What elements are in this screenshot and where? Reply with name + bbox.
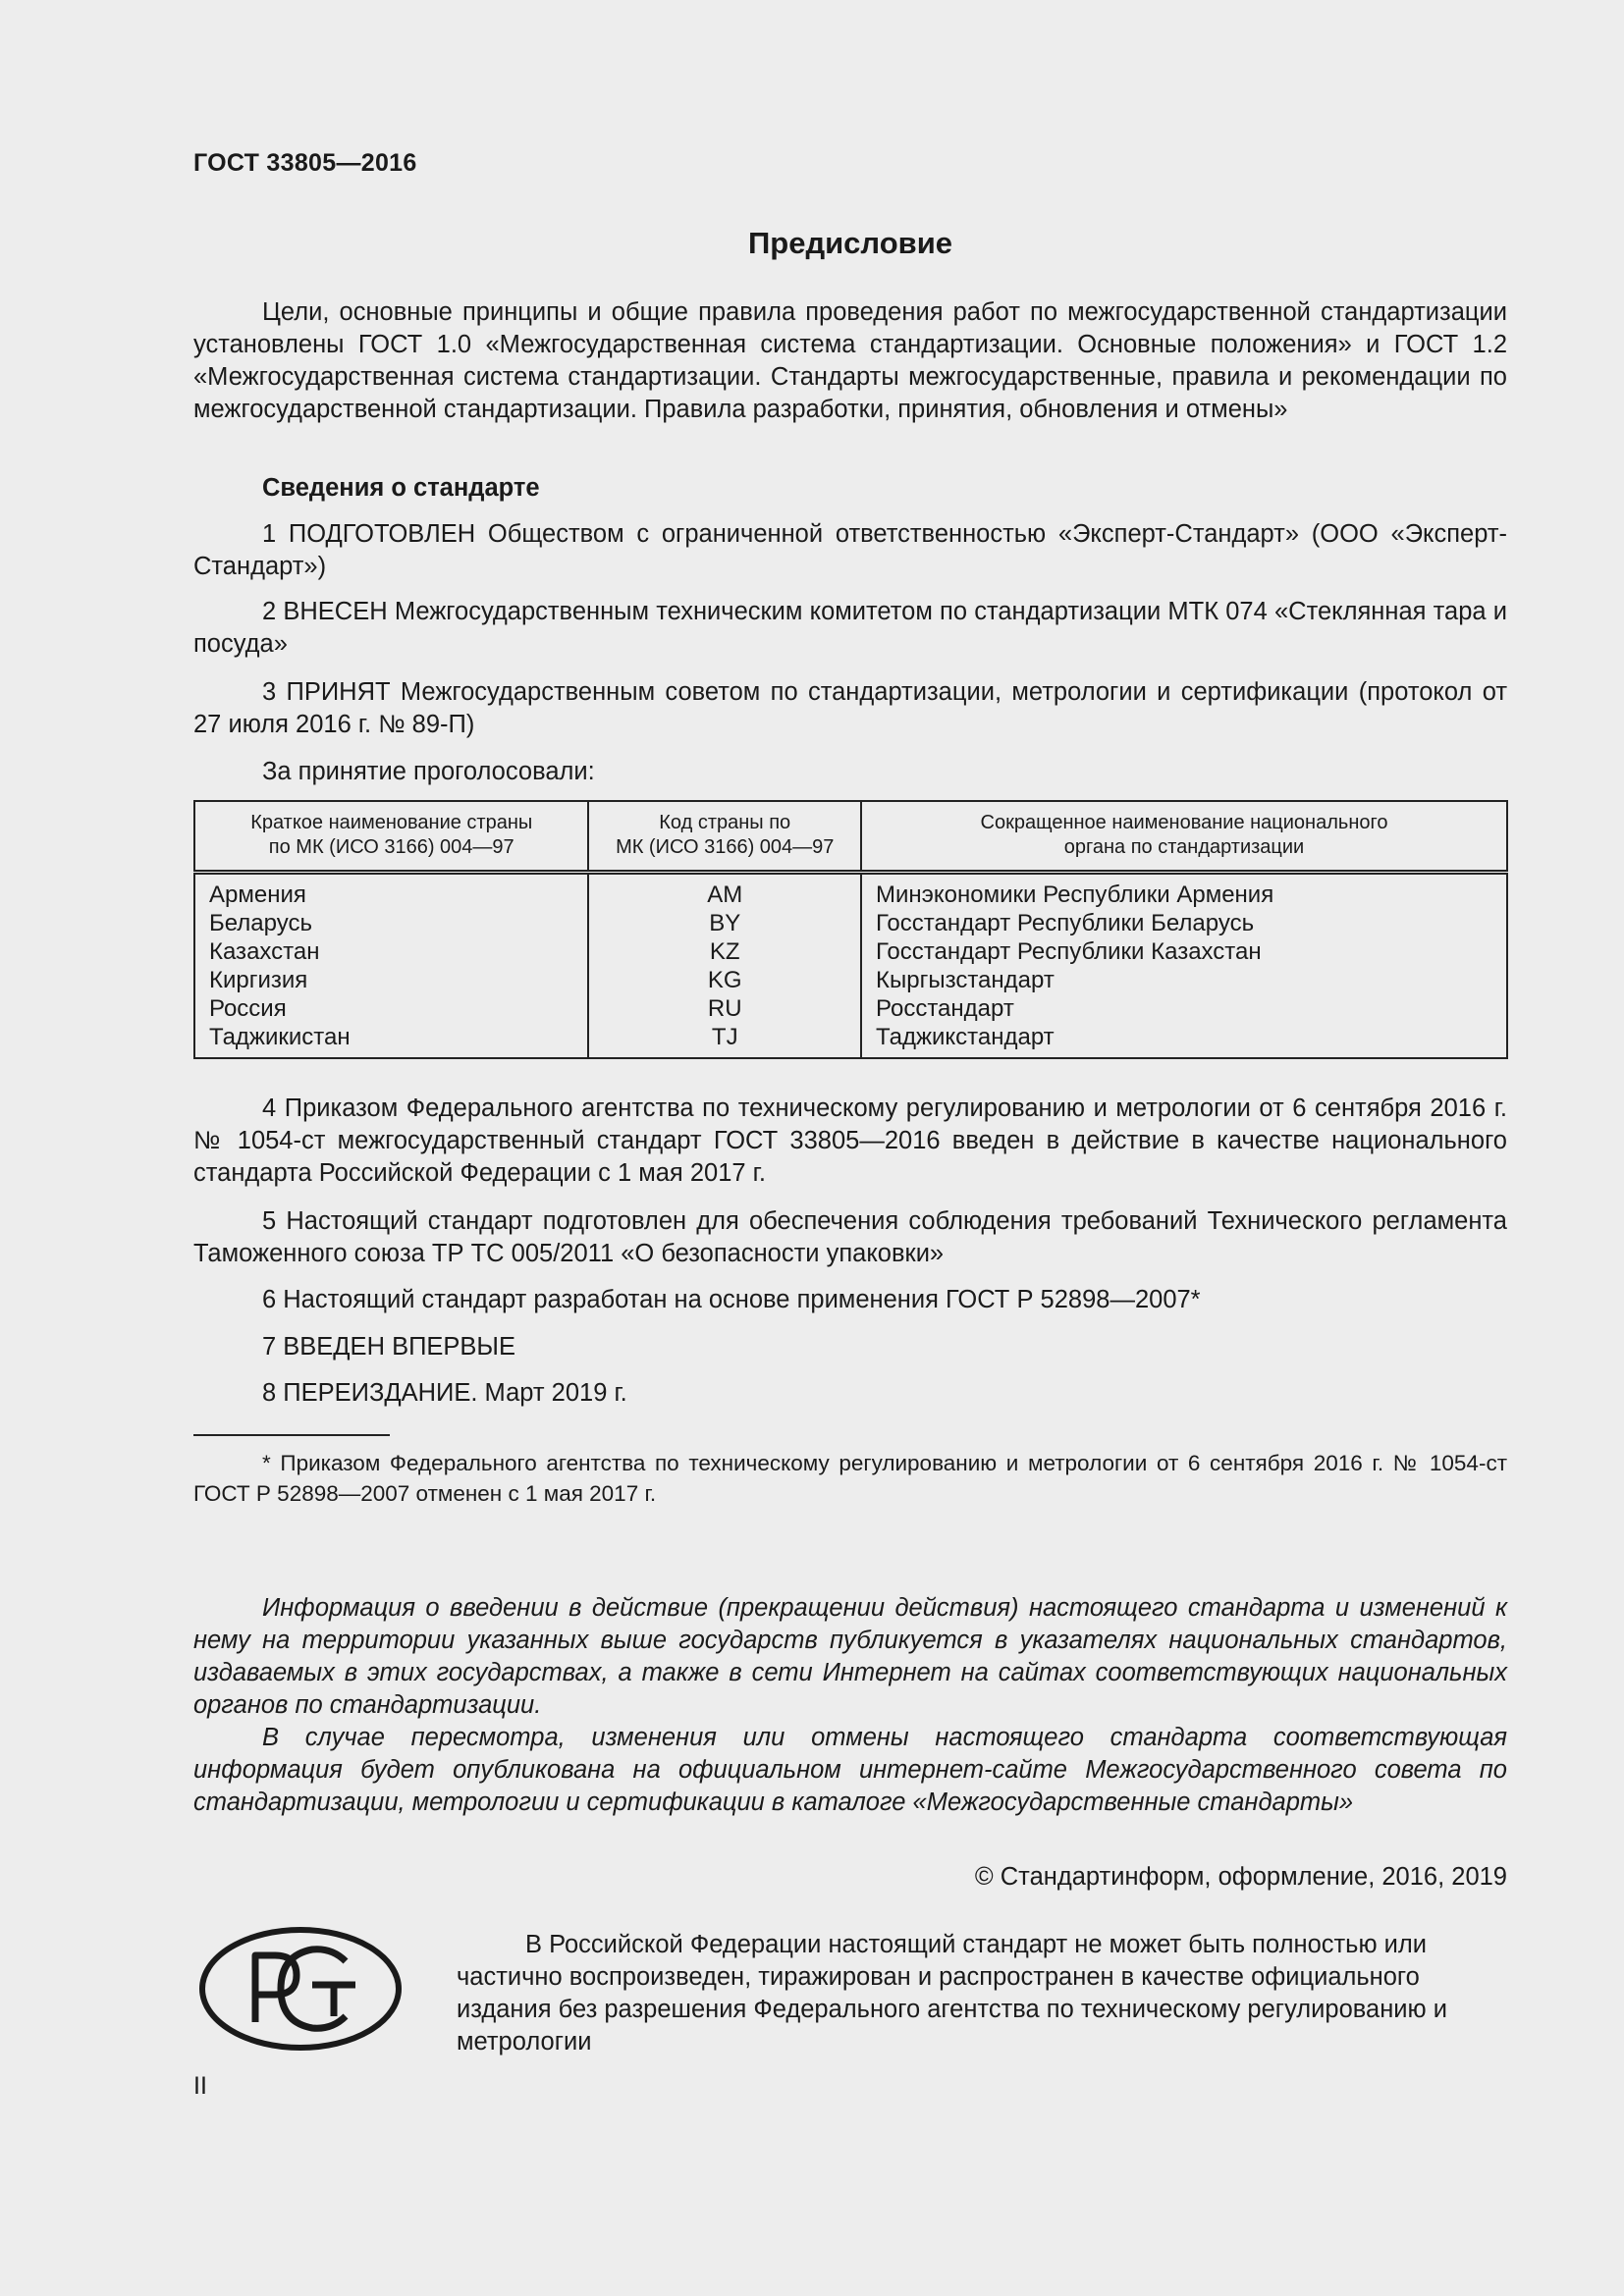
country-column (194, 872, 588, 1058)
intro-paragraph: Цели, основные принципы и общие правила проведения работ по межгосударственной стандартизации установлены ГОСТ 1.0 «Межгосударственная система стандартизации. Основные положения» и ГОСТ 1.2 «Межгосударственная система стандартизации. Стандарты межгосударственные, правила и рекомендации по межгосударственной стандартизации. Правила разработки, принятия, обновления и отмены» (193, 298, 1507, 423)
country-cell: Казахстан (209, 937, 320, 965)
organization-cell: Таджикстандарт (876, 1023, 1055, 1050)
rst-logo-icon (198, 1926, 403, 2052)
organization-cell: Кыргызстандарт (876, 966, 1055, 993)
item-3: 3 ПРИНЯТ Межгосударственным советом по стандартизации, метрологии и сертификации (протокол от 27 июля 2016 г. № 89-П) (193, 678, 1507, 738)
table-row (194, 872, 1507, 1058)
footnote-separator (193, 1434, 390, 1436)
country-cell: Таджикистан (209, 1023, 351, 1050)
revision-paragraph: В случае пересмотра, изменения или отмены настоящего стандарта соответствующая информация будет опубликована на официальном интернет-сайте Межгосударственного совета по стандартизации, метрологии и сертификации в каталоге «Межгосударственные стандарты» (193, 1724, 1507, 1816)
item-6: 6 Настоящий стандарт разработан на основе применения ГОСТ Р 52898—2007* (262, 1286, 1201, 1313)
reproduction-notice: В Российской Федерации настоящий стандарт не может быть полностью или частично воспроизведен, тиражирован и распространен в качестве официального издания без разрешения Федерального агентства по техническому регулированию и метрологии (457, 1931, 1447, 2056)
item-5: 5 Настоящий стандарт подготовлен для обеспечения соблюдения требований Технического регламента Таможенного союза ТР ТС 005/2011 «О безопасности упаковки» (193, 1207, 1507, 1267)
country-cell: Россия (209, 994, 287, 1022)
country-cell: Беларусь (209, 909, 312, 936)
country-cell: Киргизия (209, 966, 308, 993)
organization-cell: Росстандарт (876, 994, 1014, 1022)
page-number: II (193, 2072, 207, 2100)
organization-cell: Госстандарт Республики Беларусь (876, 909, 1255, 936)
code-column (588, 872, 861, 1058)
code-cell: RU (707, 994, 742, 1022)
header-country: Краткое наименование страны по МК (ИСО 3166) 004—97 (194, 801, 588, 872)
info-paragraph: Информация о введении в действие (прекращении действия) настоящего стандарта и изменений к нему на территории указанных выше государств публикуется в указателях национальных стандартов, издаваемых в этих государствах, а также в сети Интернет на сайтах соответствующих национальных органов по стандартизации. (193, 1594, 1507, 1719)
item-1: 1 ПОДГОТОВЛЕН Обществом с ограниченной ответственностью «Эксперт-Стандарт» (ООО «Эксперт-Стандарт») (193, 520, 1507, 580)
header-code: Код страны по МК (ИСО 3166) 004—97 (588, 801, 861, 872)
header-organization: Сокращенное наименование национального органа по стандартизации (861, 801, 1507, 872)
item-8: 8 ПЕРЕИЗДАНИЕ. Март 2019 г. (262, 1379, 627, 1407)
country-cell: Армения (209, 881, 306, 908)
document-code: ГОСТ 33805—2016 (193, 149, 417, 177)
code-cell: KZ (709, 937, 740, 965)
code-cell: KG (707, 966, 742, 993)
code-cell: AM (707, 881, 743, 908)
voted-label: За принятие проголосовали: (262, 758, 595, 785)
page-title: Предисловие (747, 226, 952, 260)
voting-table (193, 800, 1508, 1059)
organization-cell: Минэкономики Республики Армения (876, 881, 1274, 908)
organization-cell: Госстандарт Республики Казахстан (876, 937, 1262, 965)
standard-info-heading: Сведения о стандарте (262, 474, 540, 502)
item-7: 7 ВВЕДЕН ВПЕРВЫЕ (262, 1333, 516, 1361)
item-4: 4 Приказом Федерального агентства по техническому регулированию и метрологии от 6 сентября 2016 г. № 1054-ст межгосударственный стандарт ГОСТ 33805—2016 введен в действие в качестве национального стандарта Российской Федерации с 1 мая 2017 г. (193, 1095, 1507, 1187)
code-cell: BY (709, 909, 741, 936)
footnote: * Приказом Федерального агентства по техническому регулированию и метрологии от 6 сентября 2016 г. № 1054-ст ГОСТ Р 52898—2007 отменен с 1 мая 2017 г. (193, 1451, 1507, 1506)
organization-column (861, 872, 1507, 1058)
code-cell: TJ (711, 1023, 738, 1050)
item-2: 2 ВНЕСЕН Межгосударственным техническим комитетом по стандартизации МТК 074 «Стеклянная тара и посуда» (193, 598, 1507, 658)
copyright-line: © Стандартинформ, оформление, 2016, 2019 (974, 1863, 1507, 1891)
